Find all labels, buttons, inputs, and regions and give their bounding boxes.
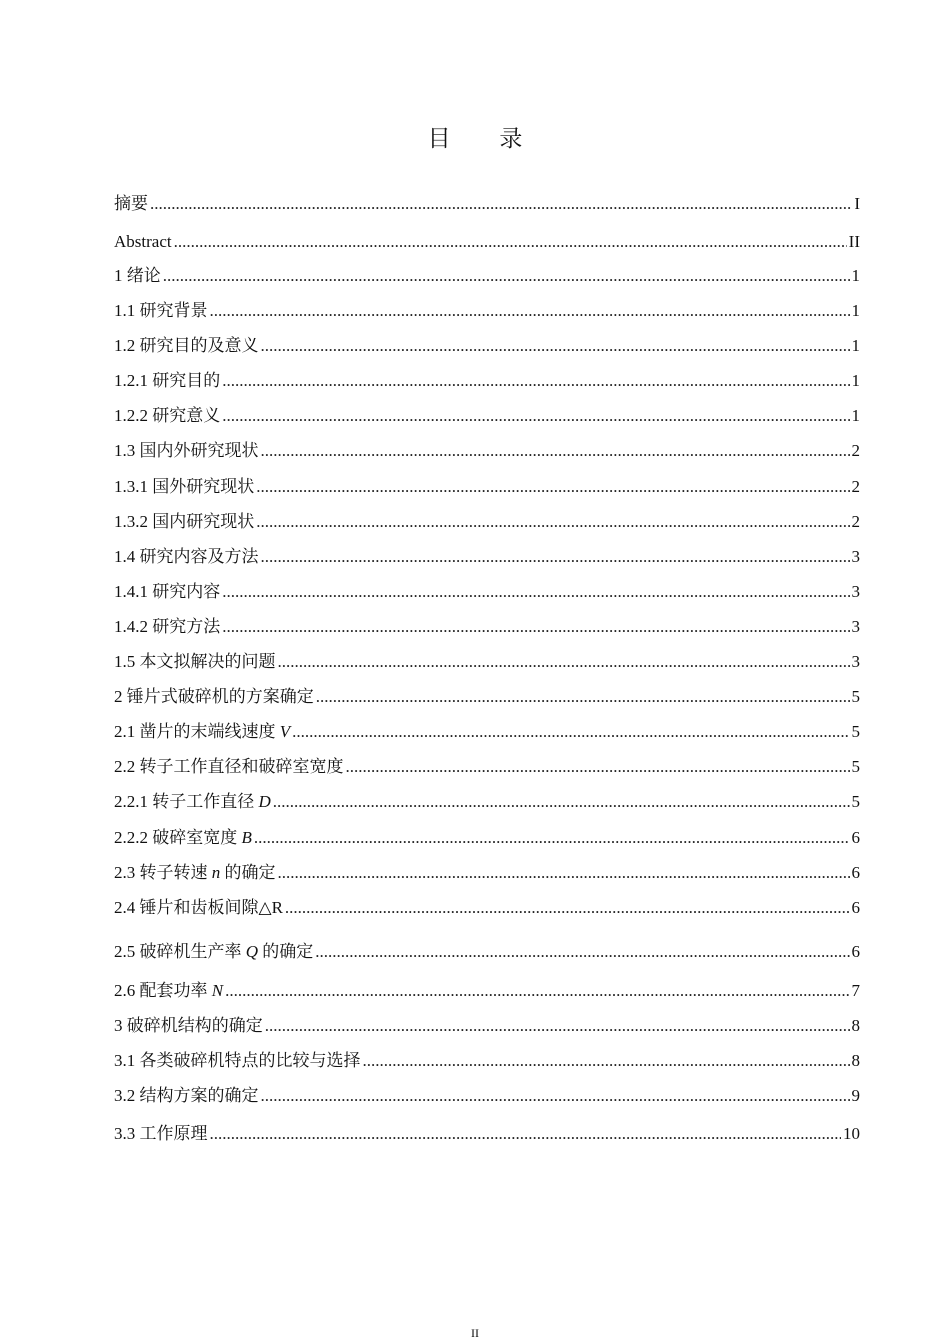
toc-page-number: 1 xyxy=(851,301,860,320)
toc-entry-label: 1.2.1 研究目的 xyxy=(114,371,221,390)
toc-page-number: 6 xyxy=(851,863,860,882)
toc-dot-leader xyxy=(285,898,850,918)
toc-entry[interactable] xyxy=(114,652,860,672)
toc-page-number: 9 xyxy=(851,1086,860,1105)
toc-dot-leader xyxy=(315,942,849,962)
toc-page-number: 1 xyxy=(851,266,860,285)
toc-page-number: 3 xyxy=(851,547,860,566)
toc-entry-label: 1.2.2 研究意义 xyxy=(114,406,221,425)
toc-dot-leader xyxy=(210,1124,842,1144)
toc-page-number: 5 xyxy=(851,687,860,706)
toc-entry[interactable] xyxy=(114,898,860,918)
toc-entry[interactable] xyxy=(114,617,860,637)
toc-entry[interactable] xyxy=(114,1016,860,1036)
math-variable: B xyxy=(241,828,252,847)
toc-dot-leader xyxy=(363,1051,850,1071)
toc-entry[interactable] xyxy=(114,266,860,286)
toc-entry-label: 1.3 国内外研究现状 xyxy=(114,441,259,460)
toc-dot-leader xyxy=(261,547,850,567)
toc-entry-label: 3 破碎机结构的确定 xyxy=(114,1016,263,1035)
toc-entry[interactable] xyxy=(114,722,860,742)
toc-entry[interactable] xyxy=(114,477,860,497)
toc-dot-leader xyxy=(225,981,849,1001)
toc-page-number: 2 xyxy=(851,512,860,531)
toc-page-number: 5 xyxy=(851,722,860,741)
toc-entry-label: 3.1 各类破碎机特点的比较与选择 xyxy=(114,1051,361,1070)
toc-entry-label: 2 锤片式破碎机的方案确定 xyxy=(114,687,314,706)
math-variable: Q xyxy=(245,942,259,961)
toc-page-number: 7 xyxy=(851,981,860,1000)
toc-entry[interactable] xyxy=(114,512,860,532)
toc-dot-leader xyxy=(222,617,849,637)
toc-entry-label: 2.1 凿片的末端线速度 V xyxy=(114,722,291,741)
toc-entry-label: 1.4.1 研究内容 xyxy=(114,582,221,601)
toc-entry[interactable] xyxy=(114,232,860,252)
toc-page-number: 5 xyxy=(851,792,860,811)
toc-page-number: I xyxy=(854,194,860,213)
toc-dot-leader xyxy=(150,194,852,214)
math-variable: D xyxy=(258,792,271,811)
page-title: 目 录 xyxy=(427,126,544,152)
toc-dot-leader xyxy=(174,232,847,252)
math-variable: N xyxy=(211,981,224,1000)
toc-dot-leader xyxy=(210,301,850,321)
toc-dot-leader xyxy=(256,512,849,532)
toc-entry-label: 1.2 研究目的及意义 xyxy=(114,336,259,355)
toc-page-number: 1 xyxy=(851,371,860,390)
toc-entry[interactable] xyxy=(114,1086,860,1106)
toc-dot-leader xyxy=(292,722,849,742)
table-of-contents xyxy=(114,194,860,1154)
toc-entry[interactable] xyxy=(114,863,860,883)
toc-dot-leader xyxy=(278,863,850,883)
toc-dot-leader xyxy=(261,336,850,356)
toc-dot-leader xyxy=(261,441,850,461)
toc-page-number: 3 xyxy=(851,652,860,671)
toc-entry[interactable] xyxy=(114,441,860,461)
toc-page-number: 8 xyxy=(851,1051,860,1070)
toc-page-number: 3 xyxy=(851,582,860,601)
page-number: II xyxy=(471,1326,479,1340)
toc-dot-leader xyxy=(316,687,850,707)
math-variable: V xyxy=(279,722,291,741)
toc-entry-label: 1.3.2 国内研究现状 xyxy=(114,512,255,531)
toc-page-number: 5 xyxy=(851,757,860,776)
toc-dot-leader xyxy=(222,371,849,391)
toc-entry-label: 1 绪论 xyxy=(114,266,161,285)
toc-entry[interactable] xyxy=(114,301,860,321)
toc-entry[interactable] xyxy=(114,687,860,707)
toc-page-number: 2 xyxy=(851,477,860,496)
toc-entry[interactable] xyxy=(114,1051,860,1071)
toc-entry[interactable] xyxy=(114,792,860,812)
toc-page-number: 6 xyxy=(851,898,860,917)
toc-dot-leader xyxy=(265,1016,850,1036)
toc-entry[interactable] xyxy=(114,336,860,356)
toc-entry-label: 1.1 研究背景 xyxy=(114,301,208,320)
toc-entry-label: 1.4 研究内容及方法 xyxy=(114,547,259,566)
toc-page-number: II xyxy=(848,232,860,251)
math-variable: n xyxy=(211,863,221,882)
toc-entry[interactable] xyxy=(114,942,860,962)
toc-entry-label: 2.2.1 转子工作直径 D xyxy=(114,792,271,811)
toc-dot-leader xyxy=(163,266,850,286)
toc-entry[interactable] xyxy=(114,757,860,777)
toc-page-number: 10 xyxy=(843,1124,860,1143)
toc-dot-leader xyxy=(346,757,850,777)
toc-entry-label: 1.3.1 国外研究现状 xyxy=(114,477,255,496)
toc-entry-label: 1.4.2 研究方法 xyxy=(114,617,221,636)
toc-page-number: 6 xyxy=(851,828,860,847)
toc-entry[interactable] xyxy=(114,1124,860,1144)
toc-entry-label: Abstract xyxy=(114,232,172,251)
toc-entry-label: 2.6 配套功率 N xyxy=(114,981,224,1000)
toc-page-number: 6 xyxy=(851,942,860,961)
toc-page-number: 1 xyxy=(851,336,860,355)
toc-entry-label: 2.2 转子工作直径和破碎室宽度 xyxy=(114,757,344,776)
toc-entry[interactable] xyxy=(114,582,860,602)
toc-entry-label: 3.3 工作原理 xyxy=(114,1124,208,1143)
toc-page-number: 1 xyxy=(851,406,860,425)
toc-dot-leader xyxy=(256,477,849,497)
toc-dot-leader xyxy=(278,652,850,672)
toc-entry-label: 2.2.2 破碎室宽度 B xyxy=(114,828,252,847)
toc-page-number: 3 xyxy=(851,617,860,636)
toc-entry[interactable] xyxy=(114,981,860,1001)
toc-entry[interactable] xyxy=(114,547,860,567)
toc-dot-leader xyxy=(273,792,850,812)
toc-entry[interactable] xyxy=(114,371,860,391)
toc-dot-leader xyxy=(261,1086,850,1106)
toc-entry[interactable] xyxy=(114,194,860,214)
toc-dot-leader xyxy=(254,828,850,848)
toc-entry-label: 3.2 结构方案的确定 xyxy=(114,1086,259,1105)
toc-entry-label: 2.4 锤片和齿板间隙△R xyxy=(114,898,283,917)
toc-entry-label: 1.5 本文拟解决的问题 xyxy=(114,652,276,671)
toc-entry[interactable] xyxy=(114,828,860,848)
toc-page-number: 2 xyxy=(851,441,860,460)
toc-entry-label: 2.3 转子转速 n 的确定 xyxy=(114,863,276,882)
toc-dot-leader xyxy=(222,582,849,602)
toc-entry[interactable] xyxy=(114,406,860,426)
toc-dot-leader xyxy=(222,406,849,426)
toc-page-number: 8 xyxy=(851,1016,860,1035)
toc-entry-label: 摘要 xyxy=(114,194,148,213)
toc-entry-label: 2.5 破碎机生产率 Q 的确定 xyxy=(114,942,314,961)
